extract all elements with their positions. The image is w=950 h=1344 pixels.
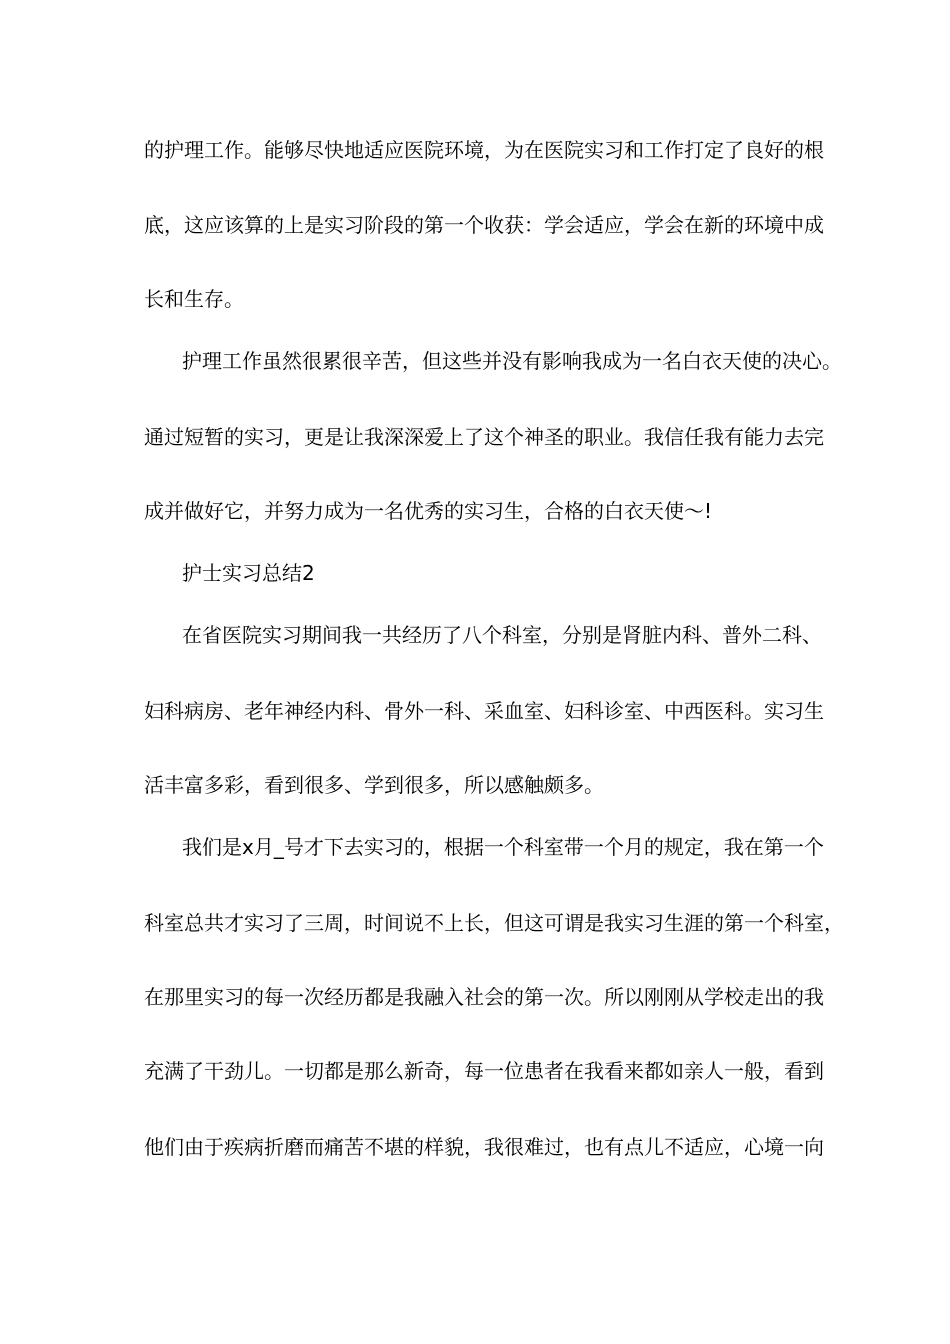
text-line-11: 我们是x月_号才下去实习的，根据一个科室带一个月的规定，我在第一个: [182, 835, 824, 859]
text-line-8: 在省医院实习期间我一共经历了八个科室，分别是肾脏内科、普外二科、: [182, 623, 822, 647]
text-line-2: 底，这应该算的上是实习阶段的第一个收获：学会适应，学会在新的环境中成: [144, 213, 824, 237]
text-line-14: 充满了干劲儿。一切都是那么新奇，每一位患者在我看来都如亲人一般，看到: [144, 1059, 824, 1083]
text-line-12: 科室总共才实习了三周，时间说不上长，但这可谓是我实习生涯的第一个科室，: [144, 911, 844, 935]
text-line-3: 长和生存。: [144, 287, 244, 311]
text-line-15: 他们由于疾病折磨而痛苦不堪的样貌，我很难过，也有点儿不适应，心境一向: [144, 1135, 824, 1159]
text-line-10: 活丰富多彩，看到很多、学到很多，所以感触颇多。: [144, 773, 604, 797]
text-line-5: 通过短暂的实习，更是让我深深爱上了这个神圣的职业。我信任我有能力去完: [144, 425, 824, 449]
text-line-1: 的护理工作。能够尽快地适应医院环境，为在医院实习和工作打定了良好的根: [144, 138, 824, 162]
section-heading: 护士实习总结2: [182, 561, 315, 585]
text-line-4: 护理工作虽然很累很辛苦，但这些并没有影响我成为一名白衣天使的决心。: [182, 349, 842, 373]
text-line-13: 在那里实习的每一次经历都是我融入社会的第一次。所以刚刚从学校走出的我: [144, 985, 824, 1009]
text-line-9: 妇科病房、老年神经内科、骨外一科、采血室、妇科诊室、中西医科。实习生: [144, 699, 824, 723]
text-line-6: 成并做好它，并努力成为一名优秀的实习生，合格的白衣天使～!: [144, 499, 713, 523]
